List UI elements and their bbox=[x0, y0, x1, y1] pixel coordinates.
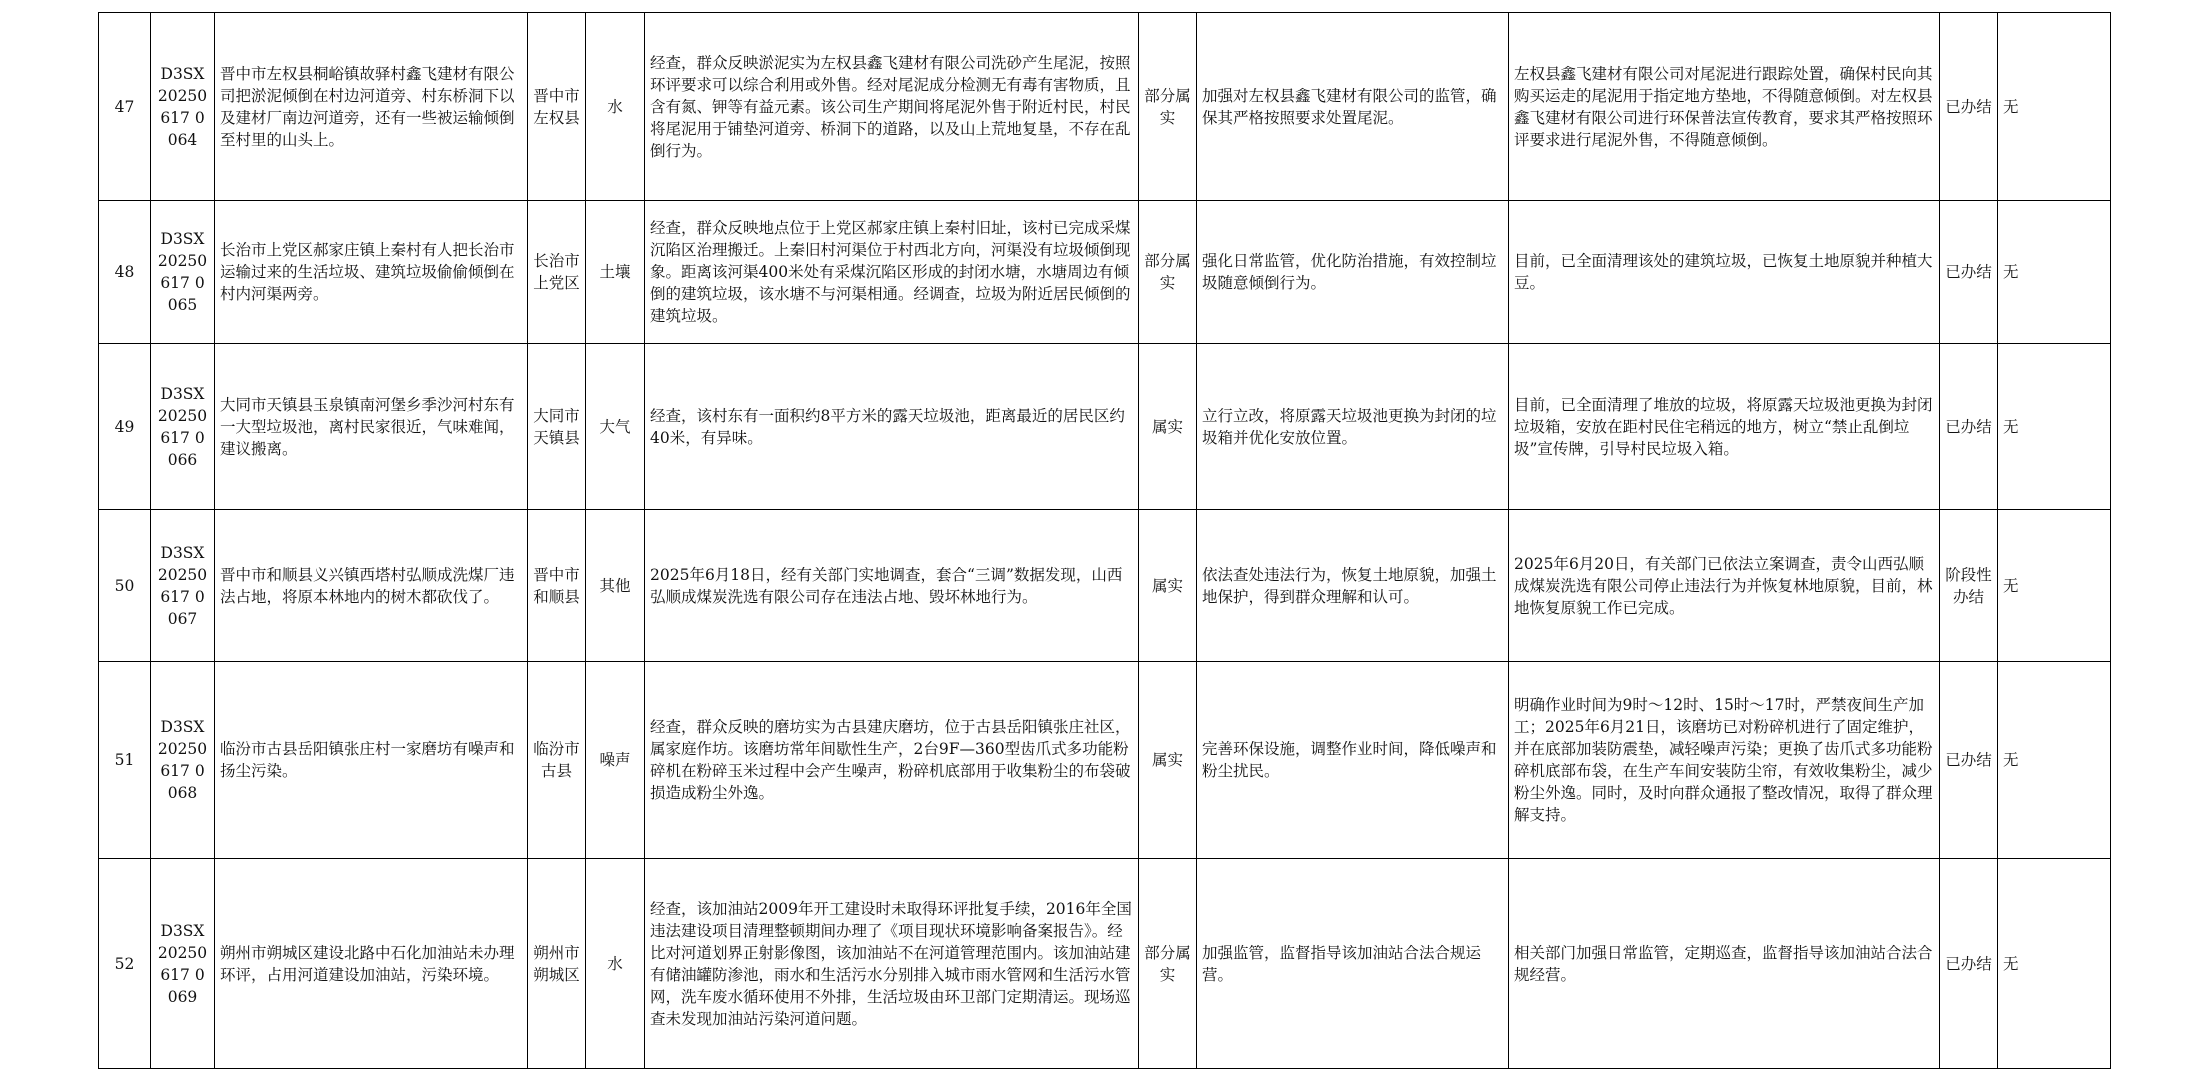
complaint-table bbox=[98, 12, 2111, 1069]
accountability: 无 bbox=[1998, 201, 2111, 344]
accountability: 无 bbox=[1998, 344, 2111, 510]
investigation-finding: 经查，该村东有一面积约8平方米的露天垃圾池，距离最近的居民区约40米，有异味。 bbox=[645, 344, 1139, 510]
administrative-area: 朔州市朔城区 bbox=[528, 859, 586, 1069]
handling-measure: 加强监管，监督指导该加油站合法合规运营。 bbox=[1197, 859, 1509, 1069]
complaint-content: 大同市天镇县玉泉镇南河堡乡季沙河村东有一大型垃圾池，离村民家很近，气味难闻，建议搬离。 bbox=[215, 344, 528, 510]
completion-status: 已办结 bbox=[1940, 662, 1998, 859]
complaint-content: 临汾市古县岳阳镇张庄村一家磨坊有噪声和扬尘污染。 bbox=[215, 662, 528, 859]
table-row bbox=[99, 662, 2111, 859]
verification-result: 部分属实 bbox=[1139, 859, 1197, 1069]
rectification-progress: 明确作业时间为9时～12时、15时～17时，严禁夜间生产加工；2025年6月21日，该磨坊已对粉碎机进行了固定维护，并在底部加装防震垫，减轻噪声污染；更换了齿爪式多功能粉碎机底部布袋，在生产车间安装防尘帘，有效收集粉尘，减少粉尘外逸。同时，及时向群众通报了整改情况，取得了群众理解支持。 bbox=[1509, 662, 1940, 859]
table-row bbox=[99, 344, 2111, 510]
accountability: 无 bbox=[1998, 859, 2111, 1069]
pollution-type: 水 bbox=[586, 13, 645, 201]
handling-measure: 依法查处违法行为，恢复土地原貌，加强土地保护，得到群众理解和认可。 bbox=[1197, 510, 1509, 662]
rectification-progress: 目前，已全面清理了堆放的垃圾，将原露天垃圾池更换为封闭垃圾箱，安放在距村民住宅稍远的地方，树立“禁止乱倒垃圾”宣传牌，引导村民垃圾入箱。 bbox=[1509, 344, 1940, 510]
row-number: 51 bbox=[99, 662, 151, 859]
complaint-content: 晋中市和顺县义兴镇西塔村弘顺成洗煤厂违法占地，将原本林地内的树木都砍伐了。 bbox=[215, 510, 528, 662]
row-number: 47 bbox=[99, 13, 151, 201]
pollution-type: 噪声 bbox=[586, 662, 645, 859]
rectification-progress: 相关部门加强日常监管，定期巡查，监督指导该加油站合法合规经营。 bbox=[1509, 859, 1940, 1069]
investigation-finding: 经查，群众反映淤泥实为左权县鑫飞建材有限公司洗砂产生尾泥，按照环评要求可以综合利用或外售。经对尾泥成分检测无有毒有害物质，且含有氮、钾等有益元素。该公司生产期间将尾泥外售于附近村民，村民将尾泥用于铺垫河道旁、桥洞下的道路，以及山上荒地复垦，不存在乱倒行为。 bbox=[645, 13, 1139, 201]
handling-measure: 强化日常监管，优化防治措施，有效控制垃圾随意倾倒行为。 bbox=[1197, 201, 1509, 344]
case-code: D3SX20250617 0069 bbox=[151, 859, 215, 1069]
administrative-area: 晋中市和顺县 bbox=[528, 510, 586, 662]
handling-measure: 加强对左权县鑫飞建材有限公司的监管，确保其严格按照要求处置尾泥。 bbox=[1197, 13, 1509, 201]
investigation-finding: 经查，群众反映的磨坊实为古县建庆磨坊，位于古县岳阳镇张庄社区，属家庭作坊。该磨坊常年间歇性生产，2台9F—360型齿爪式多功能粉碎机在粉碎玉米过程中会产生噪声，粉碎机底部用于收集粉尘的布袋破损造成粉尘外逸。 bbox=[645, 662, 1139, 859]
pollution-type: 水 bbox=[586, 859, 645, 1069]
row-number: 52 bbox=[99, 859, 151, 1069]
completion-status: 已办结 bbox=[1940, 344, 1998, 510]
rectification-progress: 2025年6月20日，有关部门已依法立案调查，责令山西弘顺成煤炭洗选有限公司停止违法行为并恢复林地原貌，目前，林地恢复原貌工作已完成。 bbox=[1509, 510, 1940, 662]
verification-result: 部分属实 bbox=[1139, 13, 1197, 201]
table-row bbox=[99, 859, 2111, 1069]
handling-measure: 完善环保设施，调整作业时间，降低噪声和粉尘扰民。 bbox=[1197, 662, 1509, 859]
table-row bbox=[99, 201, 2111, 344]
accountability: 无 bbox=[1998, 13, 2111, 201]
investigation-finding: 经查，该加油站2009年开工建设时未取得环评批复手续，2016年全国违法建设项目清理整顿期间办理了《项目现状环境影响备案报告》。经比对河道划界正射影像图，该加油站不在河道管理范围内。该加油站建有储油罐防渗池，雨水和生活污水分别排入城市雨水管网和生活污水管网，洗车废水循环使用不外排，生活垃圾由环卫部门定期清运。现场巡查未发现加油站污染河道问题。 bbox=[645, 859, 1139, 1069]
complaint-content: 晋中市左权县桐峪镇故驿村鑫飞建材有限公司把淤泥倾倒在村边河道旁、村东桥洞下以及建材厂南边河道旁，还有一些被运输倾倒至村里的山头上。 bbox=[215, 13, 528, 201]
completion-status: 已办结 bbox=[1940, 201, 1998, 344]
completion-status: 阶段性办结 bbox=[1940, 510, 1998, 662]
complaint-content: 长治市上党区郝家庄镇上秦村有人把长治市运输过来的生活垃圾、建筑垃圾偷偷倾倒在村内河渠两旁。 bbox=[215, 201, 528, 344]
investigation-finding: 2025年6月18日，经有关部门实地调查，套合“三调”数据发现，山西弘顺成煤炭洗选有限公司存在违法占地、毁坏林地行为。 bbox=[645, 510, 1139, 662]
complaint-content: 朔州市朔城区建设北路中石化加油站未办理环评，占用河道建设加油站，污染环境。 bbox=[215, 859, 528, 1069]
case-code: D3SX20250617 0065 bbox=[151, 201, 215, 344]
pollution-type: 大气 bbox=[586, 344, 645, 510]
case-code: D3SX20250617 0068 bbox=[151, 662, 215, 859]
administrative-area: 长治市上党区 bbox=[528, 201, 586, 344]
administrative-area: 晋中市左权县 bbox=[528, 13, 586, 201]
case-code: D3SX20250617 0066 bbox=[151, 344, 215, 510]
completion-status: 已办结 bbox=[1940, 859, 1998, 1069]
case-code: D3SX20250617 0064 bbox=[151, 13, 215, 201]
administrative-area: 临汾市古县 bbox=[528, 662, 586, 859]
case-code: D3SX20250617 0067 bbox=[151, 510, 215, 662]
administrative-area: 大同市天镇县 bbox=[528, 344, 586, 510]
rectification-progress: 目前，已全面清理该处的建筑垃圾，已恢复土地原貌并种植大豆。 bbox=[1509, 201, 1940, 344]
accountability: 无 bbox=[1998, 662, 2111, 859]
rectification-progress: 左权县鑫飞建材有限公司对尾泥进行跟踪处置，确保村民向其购买运走的尾泥用于指定地方垫地，不得随意倾倒。对左权县鑫飞建材有限公司进行环保普法宣传教育，要求其严格按照环评要求进行尾泥外售，不得随意倾倒。 bbox=[1509, 13, 1940, 201]
pollution-type: 其他 bbox=[586, 510, 645, 662]
table-row bbox=[99, 13, 2111, 201]
completion-status: 已办结 bbox=[1940, 13, 1998, 201]
handling-measure: 立行立改，将原露天垃圾池更换为封闭的垃圾箱并优化安放位置。 bbox=[1197, 344, 1509, 510]
pollution-type: 土壤 bbox=[586, 201, 645, 344]
verification-result: 部分属实 bbox=[1139, 201, 1197, 344]
row-number: 48 bbox=[99, 201, 151, 344]
investigation-finding: 经查，群众反映地点位于上党区郝家庄镇上秦村旧址，该村已完成采煤沉陷区治理搬迁。上秦旧村河渠位于村西北方向，河渠没有垃圾倾倒现象。距离该河渠400米处有采煤沉陷区形成的封闭水塘，水塘周边有倾倒的建筑垃圾，该水塘不与河渠相通。经调查，垃圾为附近居民倾倒的建筑垃圾。 bbox=[645, 201, 1139, 344]
verification-result: 属实 bbox=[1139, 510, 1197, 662]
table-row bbox=[99, 510, 2111, 662]
verification-result: 属实 bbox=[1139, 344, 1197, 510]
accountability: 无 bbox=[1998, 510, 2111, 662]
row-number: 49 bbox=[99, 344, 151, 510]
verification-result: 属实 bbox=[1139, 662, 1197, 859]
row-number: 50 bbox=[99, 510, 151, 662]
